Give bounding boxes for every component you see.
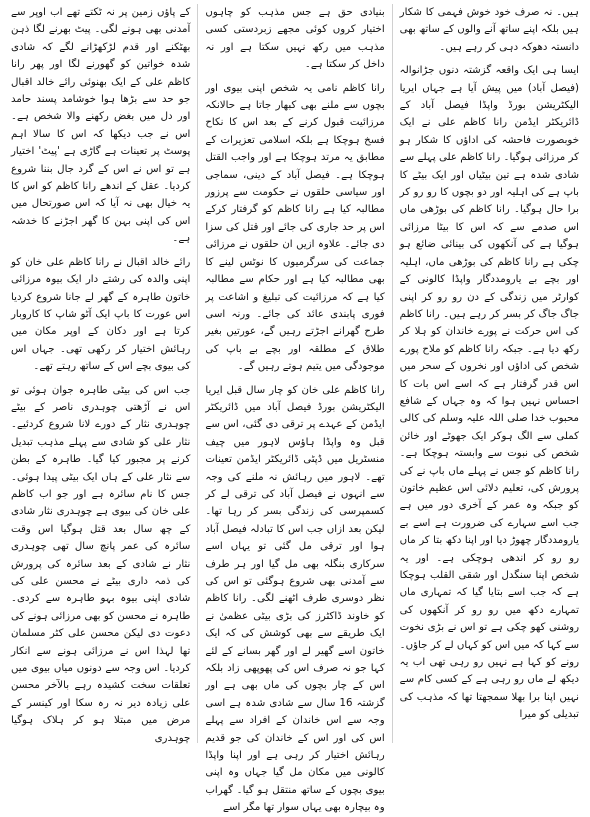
paragraph: رائے خالد اقبال نے رانا کاظم علی خان کو اپنی والدہ کی رشتے دار ایک بیوہ مرزائی خاتون طاہرہ کے گھر لے جانا شروع کردیا اس عورت کا باپ ایک آٹو شاپ کا کاروبار کرتا ہے اور دکان کے اوپر مکان میں رہائش اختیار کر رکھی تھی۔ جہاں اس کی بیوی بچے اس کے ساتھ رہتے تھے۔: [11, 256, 191, 373]
text-column-right: [393, 4, 586, 743]
paragraph: ایسا ہی ایک واقعہ گزشتہ دنوں جڑانوالہ (فیصل آباد) میں پیش آیا ہے جہاں ایریا الیکٹریشن بورڈ واپڈا فیصل آباد کے ڈائریکٹر ایڈمن رانا کاظم علی نے ایک خوبصورت فاحشہ کی اداؤں کا شکار ہو کر مرزائی ہوگیا۔ رانا کاظم علی پہلے سے شادی شدہ ہے تین بیٹیاں اور ایک بیٹے کا باپ ہے کی اہلیہ اور دو بچوں کا رو رو کر برا حال ہوگیا۔ رانا کاظم کی بوڑھی ماں اس صدمے سے کہ اس کا بیٹا مرزائی ہوگیا ہے کی آنکھوں کی بینائی ضائع ہو چکی ہے رانا کاظم کی بوڑھی ماں، اہلیہ اور بچے بے یارومددگار واپڈا کالونی کے کوارٹر میں زندگی کے دن رو رو کر اپنی جاگ جاگ کر بسر کر رہے ہیں۔ رانا کاظم کی اس حرکت نے پورے خاندان کو ہلا کر رکھ دیا ہے۔ جبکہ رانا کاظم کو ملاح پورے شخص کی اداؤں اور نخروں کے سحر میں اس قدر گرفتار ہے کہ اسے اس بات کا احساس نہیں ہوا کہ وہ جہاں کے شافع محبوب خدا صلی اللہ علیہ وسلم کی کالی کملی سے الگ ہوکر ایک جھوٹے اور خائن شخص کی نبوت سے وابستہ ہوچکا ہے۔ رانا کاظم کو جس نے پہلے ماں باپ نے کی پرورش کی، تعلیم دلائی اس عظیم خاتون کو جبکہ وہ عمر کے آخری دور میں ہے جب اسے سہارے کی ضرورت ہے اسے بے یارومددگار چھوڑ دیا اور اپنا دکھ بتا کر ماں رو رو کر اندھی ہوچکی ہے۔ اور یہ شخص اپنا سنگدل اور شقی القلب ہوچکا ہے کہ جب اسے بتایا گیا کہ تمہاری ماں تمہارے دکھ میں رو رو کر آنکھوں کی روشنی کھو چکی ہے تو اس نے بڑی نخوت سے کہا کہ میں اس کو کہاں لے کر جاؤں۔ رونے کو کہا ہے نہیں رو رہی تھی اب یہ دیکھ لے ماں رو رہی ہے کے کسی کام سے نہیں اپنا برا بھلا سمجھتا تھا کہ مذہب کی تبدیلی کو میرا: [399, 65, 579, 721]
paragraph: رانا کاظم نامی یہ شخص اپنی بیوی اور بچوں سے ملنے بھی کبھار جاتا ہے حالانکہ مرزائیت قبول کرنے کے بعد اس کا نکاح فسخ ہوچکا ہے بلکہ اسلامی تعزیرات کے مطابق یہ مرتد ہوچکا ہے اور واجب القتل ہوچکا ہے۔ فیصل آباد کے دینی، سماجی اور سیاسی حلقوں نے حکومت سے پرزور مطالبہ کیا ہے رانا کاظم کو گرفتار کرکے اس پر حد جاری کی جائے اور قتل کی سزا دی جائے۔ علاوہ ازیں ان حلقوں نے مرزائی جماعت کی سرگرمیوں کا نوٹس لینے کا بھی مطالبہ کیا ہے اور حکام سے مطالبہ کیا ہے کہ مرزائیت کی تبلیغ و اشاعت پر فوری پابندی عائد کی جائے۔ ورنہ اسی طرح گھرانے اجڑتے رہیں گے، عورتیں بغیر طلاق کے مطلقہ اور بچے بے باپ کی موجودگی میں یتیم ہوتے رہیں گے۔: [205, 82, 385, 373]
paragraph: ہیں۔ نہ صرف خود خوش فہمی کا شکار ہیں بلکہ اپنے ساتھ آنے والوں کے ساتھ بھی دانستہ دھوکہ دہی کر رہے ہیں۔: [399, 7, 579, 53]
paragraph: جب اس کی بیٹی طاہرہ جوان ہوئی تو اس نے آڑھتی چوہدری ناصر کے بیٹے چوہدری نثار کے دورے لانا شروع کردئیے۔ نثار علی کو شادی سے پہلے مذہب تبدیل کرنے پر مجبور کیا گیا۔ طاہرہ کے بطن سے نثار علی کے ہاں ایک بیٹی پیدا ہوئی۔ جس کا نام سائرہ ہے اور جو اب کاظم علی خان کی بیوی ہے چوہدری نثار شادی کے چھ سال بعد قتل ہوگیا اس وقت سائرہ کی عمر پانچ سال تھی چوہدری نثار نے شادی کے بعد سائرہ کی پرورش کی ذمہ داری بیٹے نے محسن علی کی شادی اپنی بیوہ بہو طاہرہ سے کردی۔ طاہرہ نے محسن کو بھی مرزائی ہونے کی دعوت دی لیکن محسن علی کٹر مسلمان تھا لہذا اس نے مرزائی ہونے سے انکار کردیا۔ اس وجہ سے دونوں میاں بیوی میں تعلقات سخت کشیدہ رہے بالآخر محسن علی زیادہ دیر نہ رہ سکا اور کینسر کے مرض میں مبتلا ہو کر ہلاک ہوگیا چوہدری: [11, 384, 191, 744]
paragraph: رانا کاظم علی خان کو چار سال قبل ایریا الیکٹریشن بورڈ فیصل آباد میں ڈائریکٹر ایڈمن کے عہدے پر ترقی دی گئی، اس سے قبل وہ واپڈا ہاؤس لاہور میں چیف منسٹریل میں ڈپٹی ڈائریکٹر ایڈمن تعینات تھے۔ لاہور میں رہائش نہ ملنے کی وجہ سے انہوں نے فیصل آباد کی ترقی لے کر کسمپرسی کی زندگی بسر کر رہا تھا۔ لیکن بعد ازاں جب اس کا تبادلہ فیصل آباد ہوا اور ترقی مل گئی تو یہاں اسے سرکاری بنگلہ بھی مل گیا اور ہر طرف سے آمدنی بھی شروع ہوگئی تو اس کی نظر دوسری طرف اٹھنے لگی۔ رانا کاظم کو خاوند ڈاکٹرز کی بڑی بیٹی عظمیٰ نے ایک طریقے سے بھی کوشش کی کہ ایک خاتون اسے گھیر لے اور گھر بسانے کے لئے کہا جو نہ صرف اس کی پھوپھی زاد بلکہ اس کے چار بچوں کی ماں بھی ہے اور گزشتہ 16 سال سے شادی شدہ ہے اسی وجہ سے اس خاندان کے افراد سے پہلے اس کی اور اس کے خاندان کی جو قدیم رہائش اختیار کر رہی ہے اور اپنا واپڈا کالونی میں مکان مل گیا جہاں وہ اپنی بیوی بچوں کے ساتھ منتقل ہو گیا۔ گھراب وہ بیچارہ بھی یہاں سوار تھا مگر اسے: [205, 384, 385, 814]
text-column-middle: [198, 4, 392, 814]
text-column-left: [4, 4, 198, 743]
paragraph: بنیادی حق ہے جس مذہب کو چاہوں اختیار کروں کوئی مجھے زبردستی کسی مذہب میں رکھ نہیں سکتا ہے اور نہ داخل کر سکتا ہے۔: [205, 7, 385, 71]
paragraph: کے پاؤں زمین پر نہ ٹکتے تھے اب اوپر سے آمدنی بھی ہونے لگی۔ پیٹ بھرنے لگا ذہن بھٹکنے اور قدم لڑکھڑانے لگے کہ شادی شدہ خواتین کو گھورنے لگا اور پھر رانا کاظم علی کے ایک بھنوئی رائے خالد اقبال جو حد سے بڑھا ہوا خوشامد پسند حامد اور دل میں بغض رکھنے والا شخص ہے۔ اس نے جب دیکھا کہ اس کا سالا اہم پوسٹ پر تعینات ہے گاڑی ہے 'پیٹ' اختیار ہے تو اس نے اس کے گرد جال بننا شروع کردیا۔ عقل کے اندھے رانا کاظم کو اس کا یہ خیال بھی نہ آیا کہ اس صورتحال میں اس کی اپنی بہن کا گھر اجڑنے کا خدشہ ہے۔: [11, 7, 191, 245]
